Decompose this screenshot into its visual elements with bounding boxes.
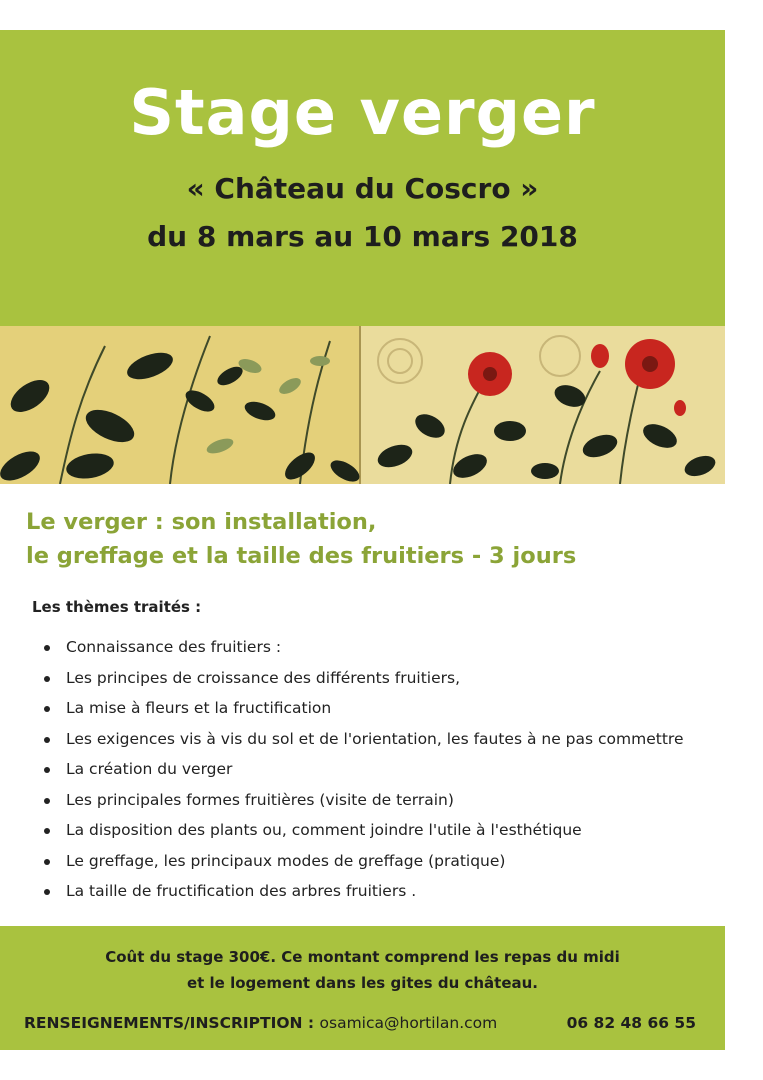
cost-line-2: et le logement dans les gites du château. [186,974,539,992]
list-item [40,757,700,783]
section-title-line-1: Le verger : son installation, [26,509,377,535]
list-item-text: La disposition des plants ou, comment joindre l'utile à l'esthétique [66,821,582,839]
list-item-text: Les exigences vis à vis du sol et de l'orientation, les fautes à ne pas commettre [66,729,684,748]
bullet-icon [44,859,50,865]
header-band [0,30,725,326]
list-item-text: Connaissance des fruitiers : [66,638,282,656]
contact-email[interactable]: osamica@hortilan.com [319,1014,498,1032]
list-item [40,635,700,661]
list-item [40,788,700,814]
footer-band [0,926,725,1050]
flyer-page [0,30,725,1050]
bullet-icon [44,828,50,834]
list-item [40,696,700,722]
contact-phone[interactable]: 06 82 48 66 55 [566,1014,696,1032]
cost-line-1: Coût du stage 300€. Ce montant comprend les repas du midi [105,948,620,966]
contact-label: RENSEIGNEMENTS/INSCRIPTION : [24,1014,315,1032]
bullet-icon [44,645,50,651]
themes-heading: Les thèmes traités : [32,598,202,616]
list-item [40,666,700,692]
cost-info [0,944,725,996]
themes-list [40,635,700,910]
list-item-text: La taille de fructification des arbres fruitiers . [66,882,417,900]
flyer-dates: du 8 mars au 10 mars 2018 [147,220,578,253]
flyer-subtitle: « Château du Coscro » [186,172,539,205]
list-item-text: La mise à fleurs et la fructification [66,699,332,717]
contact-line [24,1014,714,1032]
list-item [40,818,700,844]
list-item-text: Le greffage, les principaux modes de greffage (pratique) [66,851,506,870]
bullet-icon [44,767,50,773]
list-item [40,879,700,905]
bullet-icon [44,798,50,804]
list-item-text: La création du verger [66,760,233,778]
list-item [40,727,700,753]
list-item-text: Les principales formes fruitières (visite de terrain) [66,790,454,809]
bullet-icon [44,706,50,712]
section-title-line-2: le greffage et la taille des fruitiers - 3 jours [26,543,577,569]
bullet-icon [44,676,50,682]
list-item-text: Les principes de croissance des différents fruitiers, [66,668,461,687]
bullet-icon [44,737,50,743]
bullet-icon [44,889,50,895]
botanical-illustration [0,326,725,484]
list-item [40,849,700,875]
section-title [26,505,706,573]
flyer-title: Stage verger [129,76,596,149]
